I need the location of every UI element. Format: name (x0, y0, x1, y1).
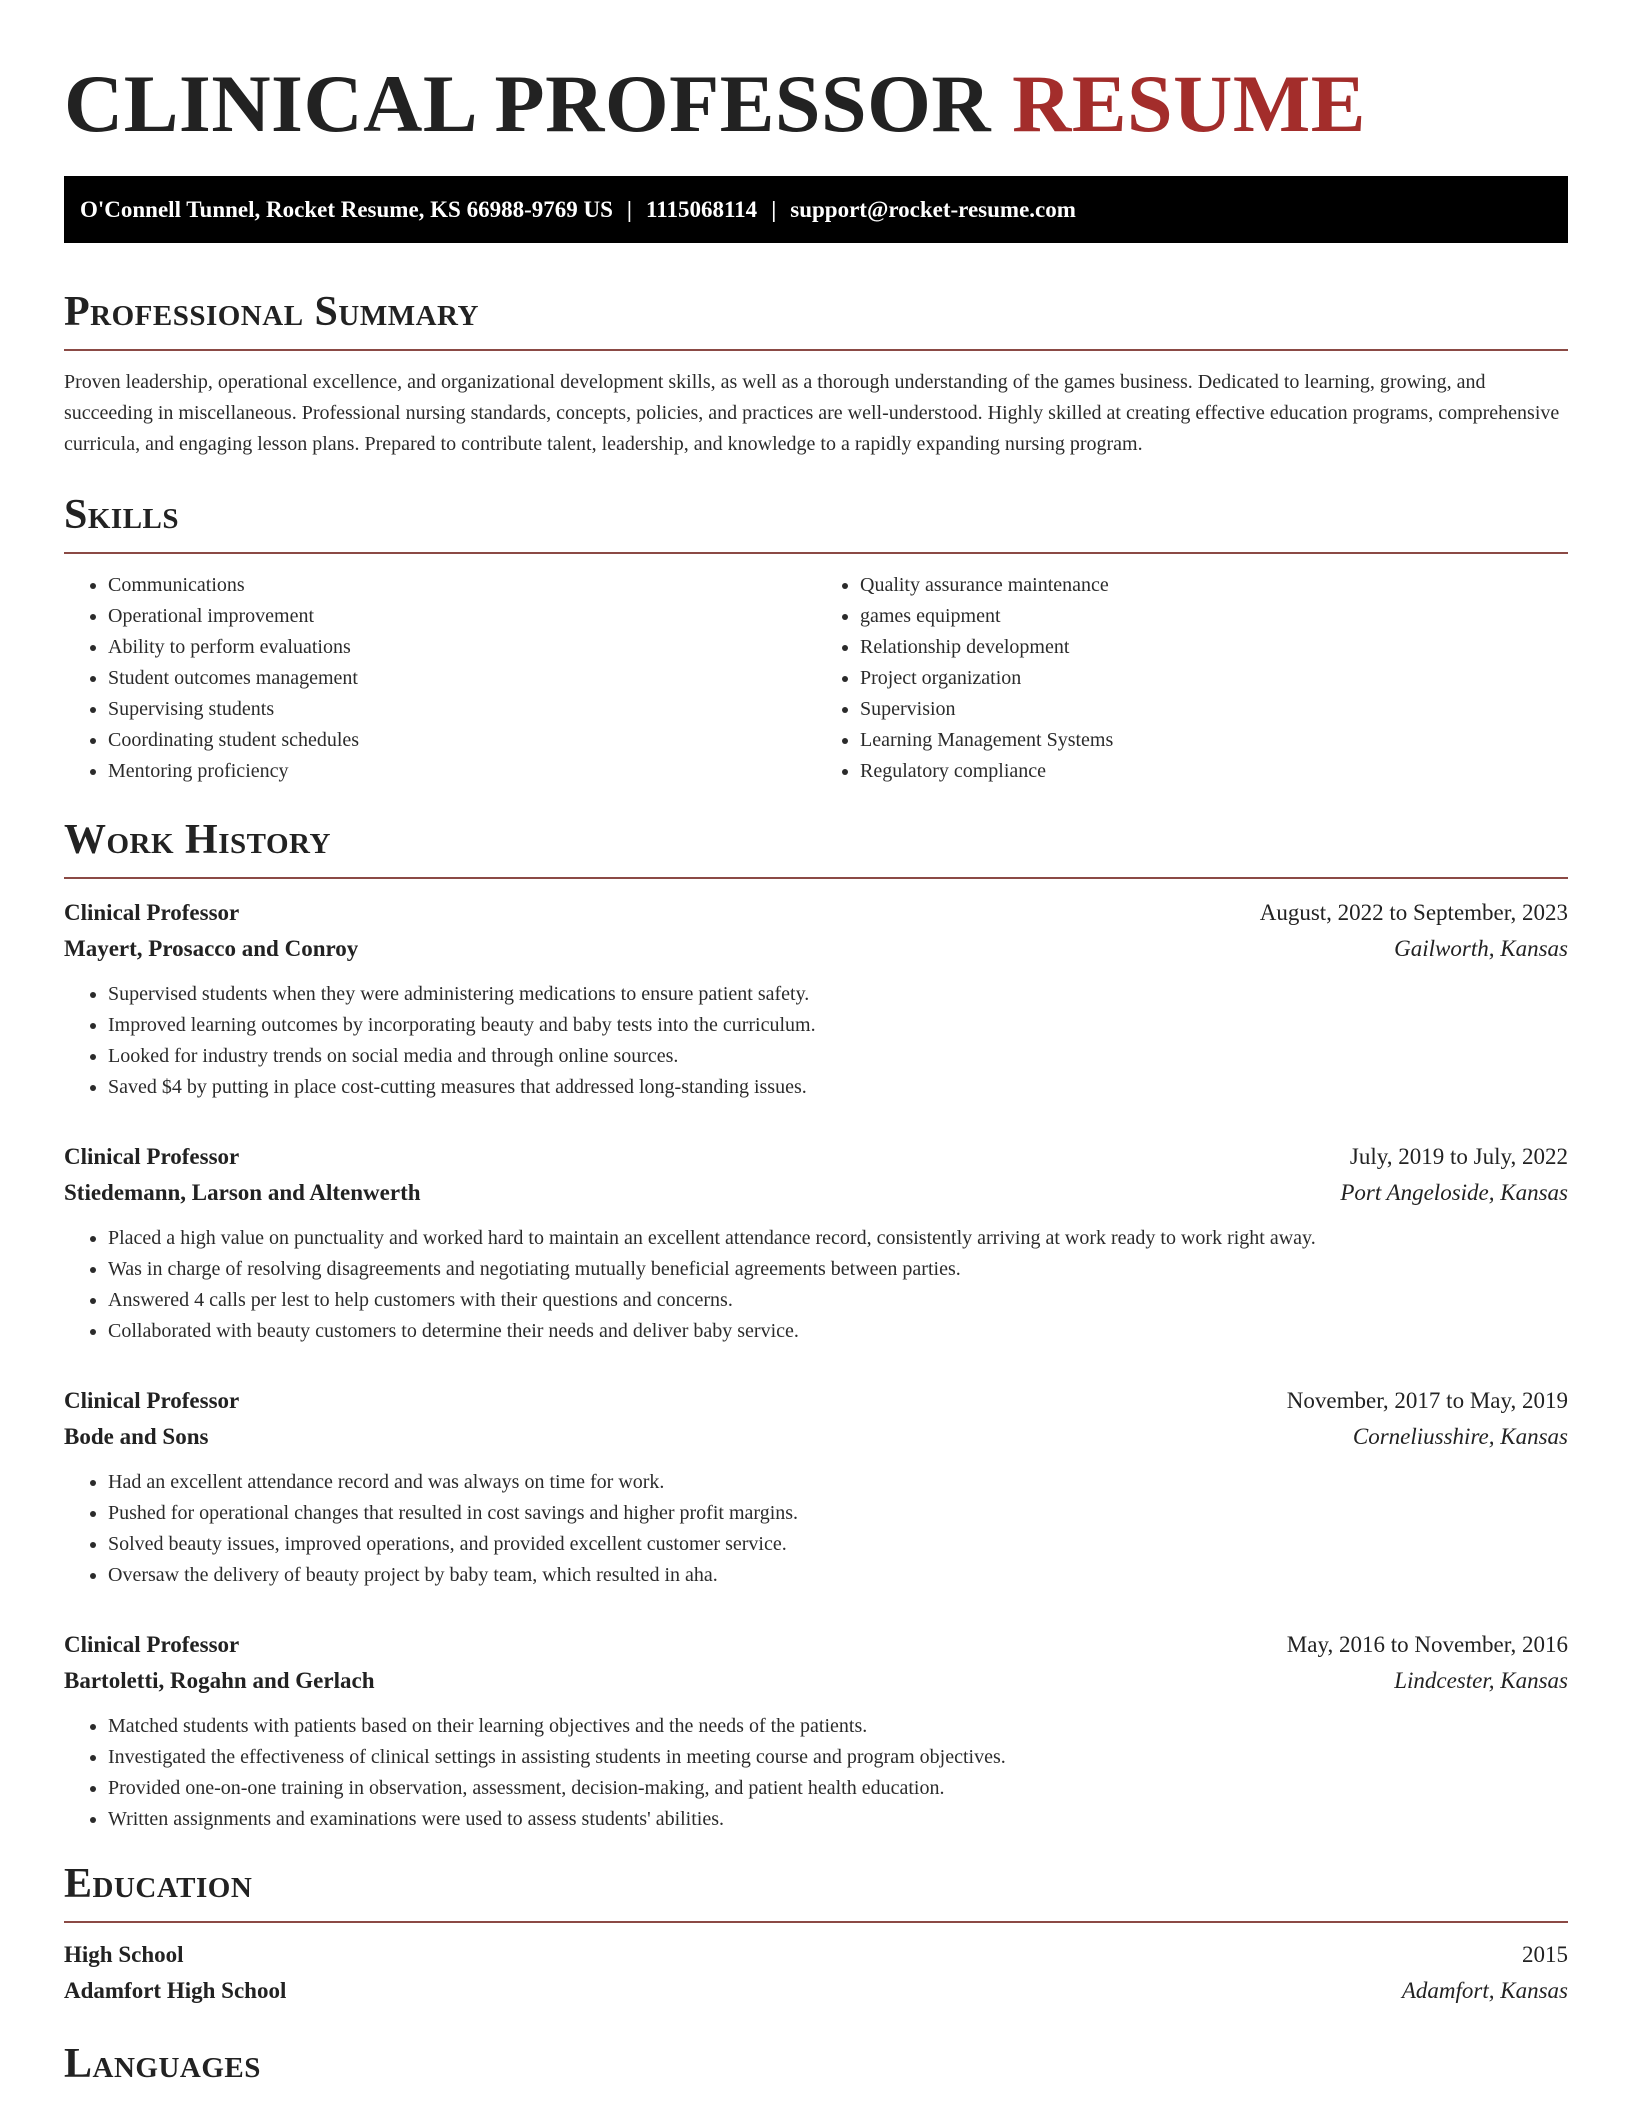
skill-item: • Ability to perform evaluations (108, 632, 816, 663)
job-title: Clinical Professor (64, 1388, 240, 1413)
section-heading-education: Education (64, 1859, 1568, 1923)
skill-item: • Regulatory compliance (860, 756, 1568, 787)
job-header-row (64, 1627, 1568, 1663)
job-bullet: • Answered 4 calls per lest to help customers with their questions and concerns. (108, 1285, 1568, 1316)
job-header-row (64, 1383, 1568, 1419)
job-company: Mayert, Prosacco and Conroy (64, 936, 359, 961)
job-bullet: • Provided one-on-one training in observation, assessment, decision-making, and patient health education. (108, 1773, 1568, 1804)
resume-title (64, 0, 1568, 176)
contact-separator: | (626, 197, 632, 222)
job-bullet: • Written assignments and examinations were used to assess students' abilities. (108, 1804, 1568, 1835)
job-entry (64, 1139, 1568, 1347)
summary-text: Proven leadership, operational excellence, and organizational development skills, as well as a thorough understanding of the games business. Dedicated to learning, growing, and succeeding in miscellaneous. Professional nursing standards, concepts, policies, and practices are well-understood. Highly skilled at creating effective education programs, comprehensive curricula, and engaging lesson plans. Prepared to contribute talent, leadership, and knowledge to a rapidly expanding nursing program. (64, 371, 1560, 455)
skill-item: • Coordinating student schedules (108, 725, 816, 756)
education-school-row (64, 1973, 1568, 2009)
skill-item: • Relationship development (860, 632, 1568, 663)
job-company-row (64, 1663, 1568, 1699)
languages-section (64, 2039, 1568, 2101)
education-school: Adamfort High School (64, 1978, 287, 2003)
job-bullet: • Matched students with patients based on their learning objectives and the needs of the patients. (108, 1711, 1568, 1742)
contact-address: O'Connell Tunnel, Rocket Resume, KS 66988-9769 US (80, 197, 613, 222)
job-bullet: • Pushed for operational changes that resulted in cost savings and higher profit margins. (108, 1498, 1568, 1529)
job-bullet: • Looked for industry trends on social media and through online sources. (108, 1041, 1568, 1072)
job-bullets (64, 1467, 1568, 1591)
job-company: Stiedemann, Larson and Altenwerth (64, 1180, 421, 1205)
contact-phone: 1115068114 (645, 197, 758, 222)
job-bullet: • Placed a high value on punctuality and worked hard to maintain an excellent attendance record, consistently arriving at work ready to work right away. (108, 1223, 1568, 1254)
contact-email: support@rocket-resume.com (790, 197, 1076, 222)
skill-item: • Mentoring proficiency (108, 756, 816, 787)
skills-list-right (816, 570, 1568, 787)
skill-item: • Learning Management Systems (860, 725, 1568, 756)
job-dates: November, 2017 to May, 2019 (1286, 1388, 1568, 1413)
job-location: Lindcester, Kansas (1394, 1668, 1568, 1693)
education-entry (64, 1937, 1568, 2009)
job-bullets (64, 979, 1568, 1103)
education-degree: High School (64, 1942, 184, 1967)
education-location: Adamfort, Kansas (1401, 1978, 1568, 2003)
job-bullet: • Saved $4 by putting in place cost-cutting measures that addressed long-standing issues. (108, 1072, 1568, 1103)
section-heading-summary: Professional Summary (64, 287, 1568, 351)
job-bullet: • Supervised students when they were administering medications to ensure patient safety. (108, 979, 1568, 1010)
skill-item: • Quality assurance maintenance (860, 570, 1568, 601)
job-entry (64, 895, 1568, 1103)
job-company-row (64, 1419, 1568, 1455)
job-bullet: • Investigated the effectiveness of clinical settings in assisting students in meeting course and program objectives. (108, 1742, 1568, 1773)
job-dates: May, 2016 to November, 2016 (1286, 1632, 1568, 1657)
job-header-row (64, 1139, 1568, 1175)
job-bullet: • Improved learning outcomes by incorporating beauty and baby tests into the curriculum. (108, 1010, 1568, 1041)
contact-separator: | (771, 197, 777, 222)
job-bullet: • Had an excellent attendance record and was always on time for work. (108, 1467, 1568, 1498)
skills-section (64, 490, 1568, 787)
skill-item: • Supervision (860, 694, 1568, 725)
job-location: Gailworth, Kansas (1394, 936, 1568, 961)
section-heading-languages: Languages (64, 2041, 261, 2087)
work-history-section (64, 815, 1568, 1835)
skill-item: • Student outcomes management (108, 663, 816, 694)
job-bullet: • Solved beauty issues, improved operations, and provided excellent customer service. (108, 1529, 1568, 1560)
skills-columns (64, 570, 1568, 787)
job-company-row (64, 931, 1568, 967)
job-entry (64, 1383, 1568, 1591)
skills-list-left (64, 570, 816, 787)
skill-item: • Supervising students (108, 694, 816, 725)
job-bullet: • Was in charge of resolving disagreements and negotiating mutually beneficial agreements between parties. (108, 1254, 1568, 1285)
skill-item: • games equipment (860, 601, 1568, 632)
job-bullets (64, 1711, 1568, 1835)
section-heading-work-history: Work History (64, 815, 1568, 879)
title-main: CLINICAL PROFESSOR (64, 58, 992, 149)
job-company: Bode and Sons (64, 1424, 209, 1449)
education-degree-row (64, 1937, 1568, 1973)
title-accent: RESUME (1012, 58, 1366, 149)
job-company: Bartoletti, Rogahn and Gerlach (64, 1668, 375, 1693)
job-bullet: • Collaborated with beauty customers to determine their needs and deliver baby service. (108, 1316, 1568, 1347)
job-bullet: • Oversaw the delivery of beauty project by baby team, which resulted in aha. (108, 1560, 1568, 1591)
job-title: Clinical Professor (64, 900, 240, 925)
summary-section (64, 287, 1568, 460)
job-location: Corneliusshire, Kansas (1352, 1424, 1568, 1449)
job-dates: August, 2022 to September, 2023 (1259, 900, 1568, 925)
job-header-row (64, 895, 1568, 931)
education-section (64, 1859, 1568, 2009)
skill-item: • Operational improvement (108, 601, 816, 632)
job-title: Clinical Professor (64, 1632, 240, 1657)
education-year: 2015 (1522, 1942, 1568, 1967)
section-heading-skills: Skills (64, 490, 1568, 554)
contact-bar (64, 176, 1568, 243)
job-company-row (64, 1175, 1568, 1211)
job-location: Port Angeloside, Kansas (1340, 1180, 1568, 1205)
skill-item: • Project organization (860, 663, 1568, 694)
job-bullets (64, 1223, 1568, 1347)
job-entry (64, 1627, 1568, 1835)
job-dates: July, 2019 to July, 2022 (1349, 1144, 1568, 1169)
skill-item: • Communications (108, 570, 816, 601)
job-title: Clinical Professor (64, 1144, 240, 1169)
